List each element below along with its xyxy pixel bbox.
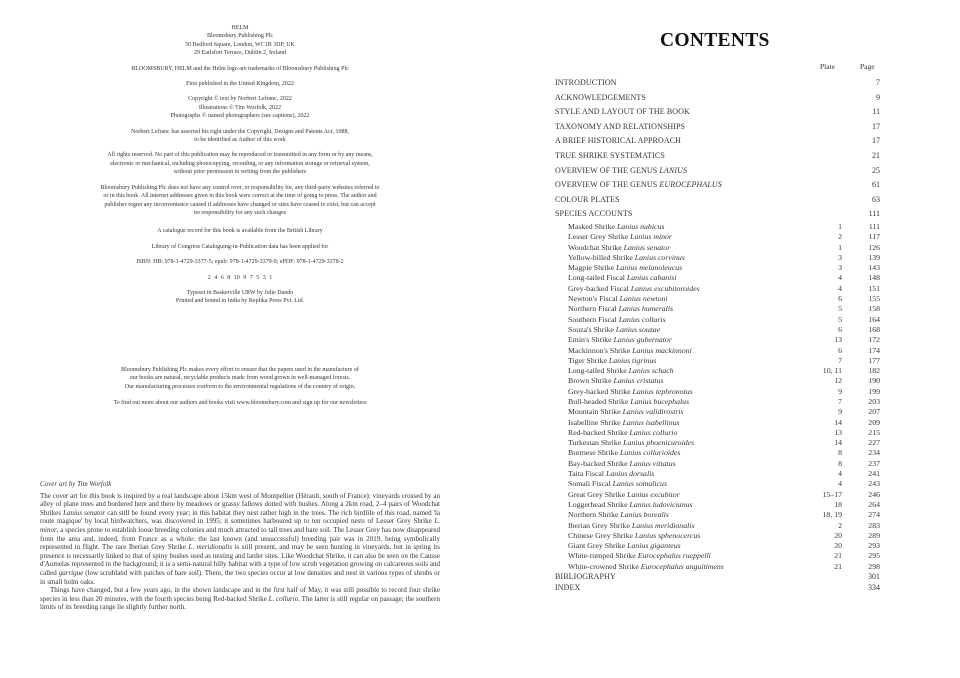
toc-page-number: 111	[868, 221, 880, 231]
toc-page-number: 209	[868, 417, 880, 427]
toc-page-number: 63	[872, 194, 880, 204]
library-of-congress: Library of Congress Cataloguing-in-Publication data has been applied for	[151, 243, 329, 250]
toc-species-entry	[555, 263, 880, 273]
website-disclaimer	[40, 184, 440, 218]
table-of-contents	[555, 76, 880, 593]
toc-page-number: 7	[876, 78, 880, 87]
toc-species-name: Woodchat Shrike Lanius senator	[568, 242, 671, 252]
toc-species-latin: Lanius tigrinus	[608, 355, 657, 365]
toc-species-latin: Lanius minor	[630, 232, 672, 242]
toc-page-number: 283	[868, 520, 880, 530]
contents-page	[480, 0, 960, 678]
isbn-line: ISBN: HB: 978-1-4729-3377-5; epub: 978-1-4729-3379-9; ePDF: 978-1-4729-3378-2	[136, 259, 344, 266]
toc-section-label: BIBLIOGRAPHY	[555, 572, 616, 582]
toc-species-name: Taita Fiscal Lanius dorsalis	[568, 469, 655, 479]
toc-species-latin: Lanius mackinnoni	[632, 345, 692, 355]
toc-species-latin: Lanius cabanisi	[626, 273, 677, 283]
toc-species-name: Giant Grey Shrike Lanius giganteus	[568, 541, 681, 551]
toc-section-label: INTRODUCTION	[555, 78, 617, 87]
toc-plate-number: 4	[838, 469, 842, 479]
toc-plate-number: 8	[838, 448, 842, 458]
toc-species-entry	[555, 428, 880, 438]
toc-species-entry	[555, 551, 880, 561]
toc-page-number: 301	[868, 572, 880, 582]
toc-species-latin: Lanius senator	[623, 242, 671, 252]
toc-page-number: 203	[868, 396, 880, 406]
all-rights-reserved	[40, 151, 440, 176]
toc-section-label: COLOUR PLATES	[555, 194, 620, 204]
catalogue-record: A catalogue record for this book is available from the British Library	[157, 228, 323, 235]
toc-species-latin: Lanius bucephalus	[630, 396, 690, 406]
toc-species-name: Lesser Grey Shrike Lanius minor	[568, 232, 672, 242]
toc-plate-number: 5	[838, 314, 842, 324]
toc-page-number: 289	[868, 530, 880, 540]
toc-species-entry	[555, 459, 880, 469]
toc-species-name: Bay-backed Shrike Lanius vittatus	[568, 458, 676, 468]
typeset-line: Typeset in Baskerville URW by Julie Dando	[186, 289, 294, 296]
toc-species-name: Long-tailed Fiscal Lanius cabanisi	[568, 273, 677, 283]
toc-species-latin: Lanius cristatus	[613, 376, 664, 386]
toc-species-name: Masked Shrike Lanius nubicus	[568, 221, 665, 231]
printing-line: 2 4 6 8 10 9 7 5 3 1	[207, 274, 273, 281]
toc-page-number: 298	[868, 561, 880, 571]
toc-species-latin: Lanius dorsalis	[606, 469, 655, 479]
toc-page-number: 172	[868, 335, 880, 345]
author-rights-line: to be identified as Author of this work	[194, 137, 286, 144]
first-published: First published in the United Kingdom, 2022	[186, 81, 294, 88]
toc-page-number: 158	[868, 304, 880, 314]
toc-plate-number: 20	[834, 541, 842, 551]
publisher-imprint: HELM	[231, 25, 249, 31]
toc-species-name: Newton's Fiscal Lanius newtoni	[568, 294, 668, 304]
toc-species-entry	[555, 490, 880, 500]
toc-plate-number: 4	[838, 273, 842, 283]
toc-species-latin: Lanius excubitoroides	[630, 283, 700, 293]
cover-art-title: Cover art by Tim Worfolk	[40, 480, 112, 488]
toc-species-entry	[555, 541, 880, 551]
toc-section-entry	[555, 572, 880, 583]
toc-species-entry	[555, 232, 880, 242]
toc-plate-number: 18	[834, 499, 842, 509]
toc-species-name: Grey-backed Fiscal Lanius excubitoroides	[568, 283, 700, 293]
toc-page-number: 246	[868, 489, 880, 499]
toc-species-latin: Lanius giganteus	[627, 541, 681, 551]
environment-statement	[40, 366, 440, 391]
toc-species-latin: Lanius collurio	[629, 427, 678, 437]
toc-plate-number: 14	[834, 438, 842, 448]
toc-species-entry	[555, 253, 880, 263]
toc-species-latin: Eurocephalus anguitimens	[640, 561, 724, 571]
toc-page-number: 227	[868, 438, 880, 448]
copyright-text: Copyright © text by Norbert Lefranc, 2022	[188, 96, 292, 103]
toc-page-number: 168	[868, 324, 880, 334]
publisher-address	[40, 24, 440, 58]
typeset-printed	[40, 289, 440, 306]
toc-page-number: 199	[868, 386, 880, 396]
toc-section-entry	[555, 583, 880, 594]
toc-plate-number: 6	[838, 324, 842, 334]
toc-species-name: Bull-headed Shrike Lanius bucephalus	[568, 396, 690, 406]
toc-species-entry	[555, 366, 880, 376]
toc-plate-number: 4	[838, 283, 842, 293]
toc-species-latin: Lanius isabellinus	[622, 417, 680, 427]
toc-section-entry	[555, 178, 880, 193]
toc-species-latin: Lanius humeralis	[618, 304, 674, 314]
toc-species-name: Northern Fiscal Lanius humeralis	[568, 304, 674, 314]
toc-species-entry	[555, 376, 880, 386]
toc-plate-number: 18, 19	[822, 510, 842, 520]
toc-species-entry	[555, 531, 880, 541]
toc-species-name: White-crowned Shrike Eurocephalus anguitimens	[568, 561, 724, 571]
toc-species-latin: Eurocephalus rueppelli	[637, 551, 711, 561]
toc-species-name: Long-tailed Shrike Lanius schach	[568, 366, 674, 376]
toc-plate-number: 9	[838, 386, 842, 396]
toc-species-latin: Lanius vittatus	[629, 458, 676, 468]
toc-section-entry	[555, 105, 880, 120]
toc-species-latin: Lanius ludovicianus	[629, 499, 693, 509]
toc-page-number: 61	[872, 180, 880, 190]
toc-species-name: Burmese Shrike Lanius collurioides	[568, 448, 681, 458]
cover-paragraph-1: The cover art for this book is inspired by a real landscape about 15km west of Montpellier (Hérault, south of France): vineyards crossed by an alley of plane trees and bordered here and there by meadows or grassy fallows dotted with bushes. Along a 2km road, 2–4 pairs of Woodchat Shrikes Lanius senator can still be found every year; in this habitat they nest rather high in the trees. The rich birdlife of this road, named 'la route magique' by local birdwatchers, was discovered in 1995; it sometimes harboured up to ten occupied nests of Lesser Grey Shrike L. minor, a species prone to establish loose breeding colonies and much attracted to tall trees and bare soil. The Lesser Grey has now disappeared from the area and, indeed, from France as a whole: the last known (and unsuccessful) breeding pair was in 2019, being symbolically represented in flight. The rare Iberian Grey Shrike L. meridionalis is still present, and may be seen hunting in vineyards, but in spring its presence is necessarily linked to that of spiny bushes used as nesting and larder sites. Like Woodchat Shrike, it can also be seen on the Causse d'Aumelas represented in the background; it is a semi-natural hilly habitat with a type of low scrub vegetation growing on calcareous soils and called garrigue (low scrubland with patches of bare soil). There, the two species occur at low densities and nest in various types of shrubs or in small holm oaks.	[40, 491, 441, 586]
toc-species-entry	[555, 500, 880, 510]
toc-plate-number: 4	[838, 479, 842, 489]
toc-page-number: 264	[868, 499, 880, 509]
contents-title: CONTENTS	[660, 30, 770, 51]
toc-plate-number: 8	[838, 458, 842, 468]
cover-art-note	[40, 480, 440, 612]
toc-species-name: Tiger Shrike Lanius tigrinus	[568, 355, 657, 365]
author-rights-line: Norbert Lefranc has asserted his right under the Copyright, Designs and Patents Act, 1988,	[131, 128, 349, 135]
toc-section-entry	[555, 91, 880, 106]
toc-plate-number: 1	[838, 242, 842, 252]
toc-plate-number: 2	[838, 232, 842, 242]
toc-plate-number: 21	[834, 551, 842, 561]
toc-species-entry	[555, 346, 880, 356]
toc-species-latin: Lanius somalicus	[612, 479, 667, 489]
toc-species-name: Chinese Grey Shrike Lanius sphenocercus	[568, 530, 701, 540]
toc-plate-number: 7	[838, 396, 842, 406]
toc-page-number: 334	[868, 582, 880, 592]
all-rights-line: without prior permission in writing from the publishers	[173, 169, 307, 176]
toc-species-latin: Lanius meridionalis	[631, 520, 695, 530]
toc-page-number: 243	[868, 479, 880, 489]
toc-page-number: 126	[868, 242, 880, 252]
toc-page-number: 293	[868, 541, 880, 551]
toc-species-latin: Lanius nubicus	[616, 221, 665, 231]
toc-page-number: 241	[868, 469, 880, 479]
toc-species-entry	[555, 438, 880, 448]
toc-page-number: 11	[872, 107, 880, 117]
toc-plate-number: 15–17	[822, 489, 842, 499]
toc-page-number: 295	[868, 551, 880, 561]
toc-page-number: 274	[868, 510, 880, 520]
toc-species-name: White-rumped Shrike Eurocephalus rueppelli	[568, 551, 711, 561]
toc-species-latin: Lanius schach	[628, 366, 674, 376]
page-column-header: Page	[860, 62, 875, 71]
plate-column-header: Plate	[820, 62, 835, 71]
copyright-notice	[40, 95, 440, 120]
toc-section-label: A BRIEF HISTORICAL APPROACH	[555, 136, 682, 146]
toc-section-label: OVERVIEW OF THE GENUS LANIUS	[555, 165, 688, 175]
toc-page-number: 182	[868, 366, 880, 376]
toc-section-label: STYLE AND LAYOUT OF THE BOOK	[555, 107, 690, 117]
toc-species-latin: Lanius excubitor	[627, 489, 680, 499]
find-out-more: To find out more about our authors and books visit www.bloomsbury.com and sign up for our newsletters	[113, 399, 367, 406]
toc-plate-number: 6	[838, 294, 842, 304]
disclaimer-line: no responsibility for any such changes	[193, 209, 287, 216]
toc-species-latin: Lanius tephronotus	[632, 386, 693, 396]
toc-species-name: Yellow-billed Shrike Lanius corvinus	[568, 252, 685, 262]
toc-species-latin: Lanius gubernator	[613, 335, 672, 345]
toc-page-number: 17	[872, 121, 880, 131]
toc-species-entry	[555, 294, 880, 304]
toc-section-entry	[555, 120, 880, 135]
toc-plate-number: 6	[838, 345, 842, 355]
toc-plate-number: 13	[834, 335, 842, 345]
toc-section-entry	[555, 207, 880, 222]
toc-section-entry	[555, 193, 880, 208]
toc-species-name: Loggerhead Shrike Lanius ludovicianus	[568, 499, 693, 509]
toc-plate-number: 1	[838, 221, 842, 231]
toc-species-latin: Lanius corvinus	[634, 252, 685, 262]
toc-page-number: 207	[868, 407, 880, 417]
toc-species-entry	[555, 304, 880, 314]
toc-species-entry	[555, 273, 880, 283]
toc-page-number: 237	[868, 458, 880, 468]
toc-species-entry	[555, 521, 880, 531]
toc-section-label: INDEX	[555, 582, 581, 592]
toc-page-number: 9	[876, 92, 880, 102]
toc-page-number: 17	[872, 136, 880, 146]
printed-line: Printed and bound in India by Replika Press Pvt. Ltd.	[175, 298, 305, 305]
toc-plate-number: 12	[834, 376, 842, 386]
toc-page-number: 143	[868, 263, 880, 273]
toc-species-entry	[555, 479, 880, 489]
toc-page-number: 155	[868, 294, 880, 304]
toc-species-name: Turkestan Shrike Lanius phoenicuroides	[568, 438, 695, 448]
toc-page-number: 177	[868, 355, 880, 365]
toc-plate-number: 2	[838, 520, 842, 530]
toc-plate-number: 5	[838, 304, 842, 314]
copyright-illustrations: Illustrations © Tim Worfolk, 2022	[198, 104, 282, 111]
toc-species-name: Red-backed Shrike Lanius collurio	[568, 427, 678, 437]
toc-section-label: SPECIES ACCOUNTS	[555, 209, 633, 219]
toc-species-name: Souza's Shrike Lanius souzae	[568, 324, 661, 334]
toc-section-entry	[555, 134, 880, 149]
toc-species-name: Magpie Shrike Lanius melanoleucus	[568, 263, 683, 273]
toc-species-name: Mountain Shrike Lanius validirostris	[568, 407, 684, 417]
toc-species-latin: Lanius borealis	[620, 510, 669, 520]
trademark-notice: BLOOMSBURY, HELM and the Helm logo are trademarks of Bloomsbury Publishing Plc	[131, 65, 349, 72]
toc-section-label: ACKNOWLEDGEMENTS	[555, 92, 646, 102]
toc-page-number: 215	[868, 427, 880, 437]
toc-species-entry	[555, 222, 880, 232]
all-rights-line: All rights reserved. No part of this publication may be reproduced or transmitted in any form or by any means,	[107, 152, 373, 159]
toc-species-name: Mackinnon's Shrike Lanius mackinnoni	[568, 345, 692, 355]
toc-plate-number: 13	[834, 427, 842, 437]
toc-plate-number: 3	[838, 252, 842, 262]
toc-plate-number: 7	[838, 355, 842, 365]
toc-species-name: Somali Fiscal Lanius somalicus	[568, 479, 667, 489]
toc-species-latin: Lanius phoenicuroides	[623, 438, 695, 448]
environment-line: our books are natural, recyclable products made from wood grown in well-managed forests.	[129, 375, 351, 382]
toc-plate-number: 14	[834, 417, 842, 427]
toc-page-number: 148	[868, 273, 880, 283]
toc-species-entry	[555, 335, 880, 345]
toc-species-entry	[555, 448, 880, 458]
all-rights-line: electronic or mechanical, including photocopying, recording, or any information storage or retrieval system,	[110, 160, 370, 167]
toc-species-latin: Lanius melanoleucus	[616, 263, 683, 273]
toc-plate-number: 9	[838, 407, 842, 417]
toc-species-entry	[555, 284, 880, 294]
toc-species-latin: Lanius souzae	[615, 324, 661, 334]
cover-paragraph-2: Things have changed, but a few years ago, in the shown landscape and in the first half of May, it was still possible to record four shrike species in less than 20 minutes, with the fourth species being Red-backed Shrike L. collurio. The latter is still regular on passage; the southern limits of its breeding range lie slightly further north.	[40, 586, 440, 612]
toc-page-number: 234	[868, 448, 880, 458]
toc-species-entry	[555, 407, 880, 417]
toc-species-entry	[555, 562, 880, 572]
environment-line: Bloomsbury Publishing Plc makes every effort to ensure that the papers used in the manufacture of	[121, 366, 359, 373]
toc-plate-number: 10, 11	[822, 366, 842, 376]
publisher-address-dublin: 29 Earlsfort Terrace, Dublin 2, Ireland	[194, 50, 286, 57]
toc-genus-name: EUROCEPHALUS	[659, 180, 722, 190]
toc-species-name: Northern Shrike Lanius borealis	[568, 510, 669, 520]
toc-species-entry	[555, 243, 880, 253]
toc-section-label: OVERVIEW OF THE GENUS EUROCEPHALUS	[555, 180, 722, 190]
toc-page-number: 25	[872, 165, 880, 175]
toc-species-name: Great Grey Shrike Lanius excubitor	[568, 489, 680, 499]
toc-species-latin: Lanius collurioides	[619, 448, 681, 458]
toc-page-number: 117	[868, 232, 880, 242]
toc-species-latin: Lanius validirostris	[622, 407, 684, 417]
toc-species-name: Isabelline Shrike Lanius isabellinus	[568, 417, 680, 427]
toc-genus-name: LANIUS	[659, 165, 688, 175]
toc-species-entry	[555, 356, 880, 366]
toc-plate-number: 3	[838, 263, 842, 273]
disclaimer-line: publisher regret any inconvenience caused if addresses have changed or sites have ceased to exist, but can accept	[104, 201, 376, 208]
toc-section-entry	[555, 76, 880, 91]
toc-section-label: TRUE SHRIKE SYSTEMATICS	[555, 150, 665, 160]
toc-section-entry	[555, 149, 880, 164]
toc-species-entry	[555, 469, 880, 479]
toc-species-latin: Lanius newtoni	[619, 294, 668, 304]
toc-page-number: 164	[868, 314, 880, 324]
copyright-photographs: Photographs © named photographers (see captions), 2022	[170, 113, 310, 120]
environment-line: Our manufacturing processes conform to the environmental regulations of the country of origin.	[124, 383, 356, 390]
toc-species-name: Iberian Grey Shrike Lanius meridionalis	[568, 520, 695, 530]
toc-species-entry	[555, 315, 880, 325]
toc-species-latin: Lanius sphenocercus	[634, 530, 701, 540]
toc-section-label: TAXONOMY AND RELATIONSHIPS	[555, 121, 686, 131]
publisher-address-london: 50 Bedford Square, London, WC1B 3DP, UK	[185, 41, 295, 48]
toc-species-entry	[555, 387, 880, 397]
toc-species-name: Emin's Shrike Lanius gubernator	[568, 335, 672, 345]
toc-page-number: 111	[868, 209, 880, 219]
toc-species-name: Brown Shrike Lanius cristatus	[568, 376, 664, 386]
toc-species-entry	[555, 325, 880, 335]
author-rights	[40, 128, 440, 145]
toc-species-entry	[555, 397, 880, 407]
toc-plate-number: 20	[834, 530, 842, 540]
toc-page-number: 190	[868, 376, 880, 386]
toc-species-entry	[555, 510, 880, 520]
toc-species-latin: Lanius collaris	[618, 314, 666, 324]
toc-page-number: 21	[872, 150, 880, 160]
toc-section-entry	[555, 164, 880, 179]
toc-page-number: 139	[868, 252, 880, 262]
toc-species-name: Grey-backed Shrike Lanius tephronotus	[568, 386, 693, 396]
toc-species-entry	[555, 418, 880, 428]
disclaimer-line: Bloomsbury Publishing Plc does not have any control over, or responsibility for, any third-party websites referred to	[100, 184, 380, 191]
publisher-name: Bloomsbury Publishing Plc	[206, 33, 273, 40]
toc-page-number: 174	[868, 345, 880, 355]
toc-page-number: 151	[868, 283, 880, 293]
toc-plate-number: 21	[834, 561, 842, 571]
imprint-block	[40, 24, 440, 414]
toc-species-name: Southern Fiscal Lanius collaris	[568, 314, 666, 324]
disclaimer-line: or in this book. All internet addresses given in this book were correct at the time of going to press. The author and	[103, 193, 377, 200]
